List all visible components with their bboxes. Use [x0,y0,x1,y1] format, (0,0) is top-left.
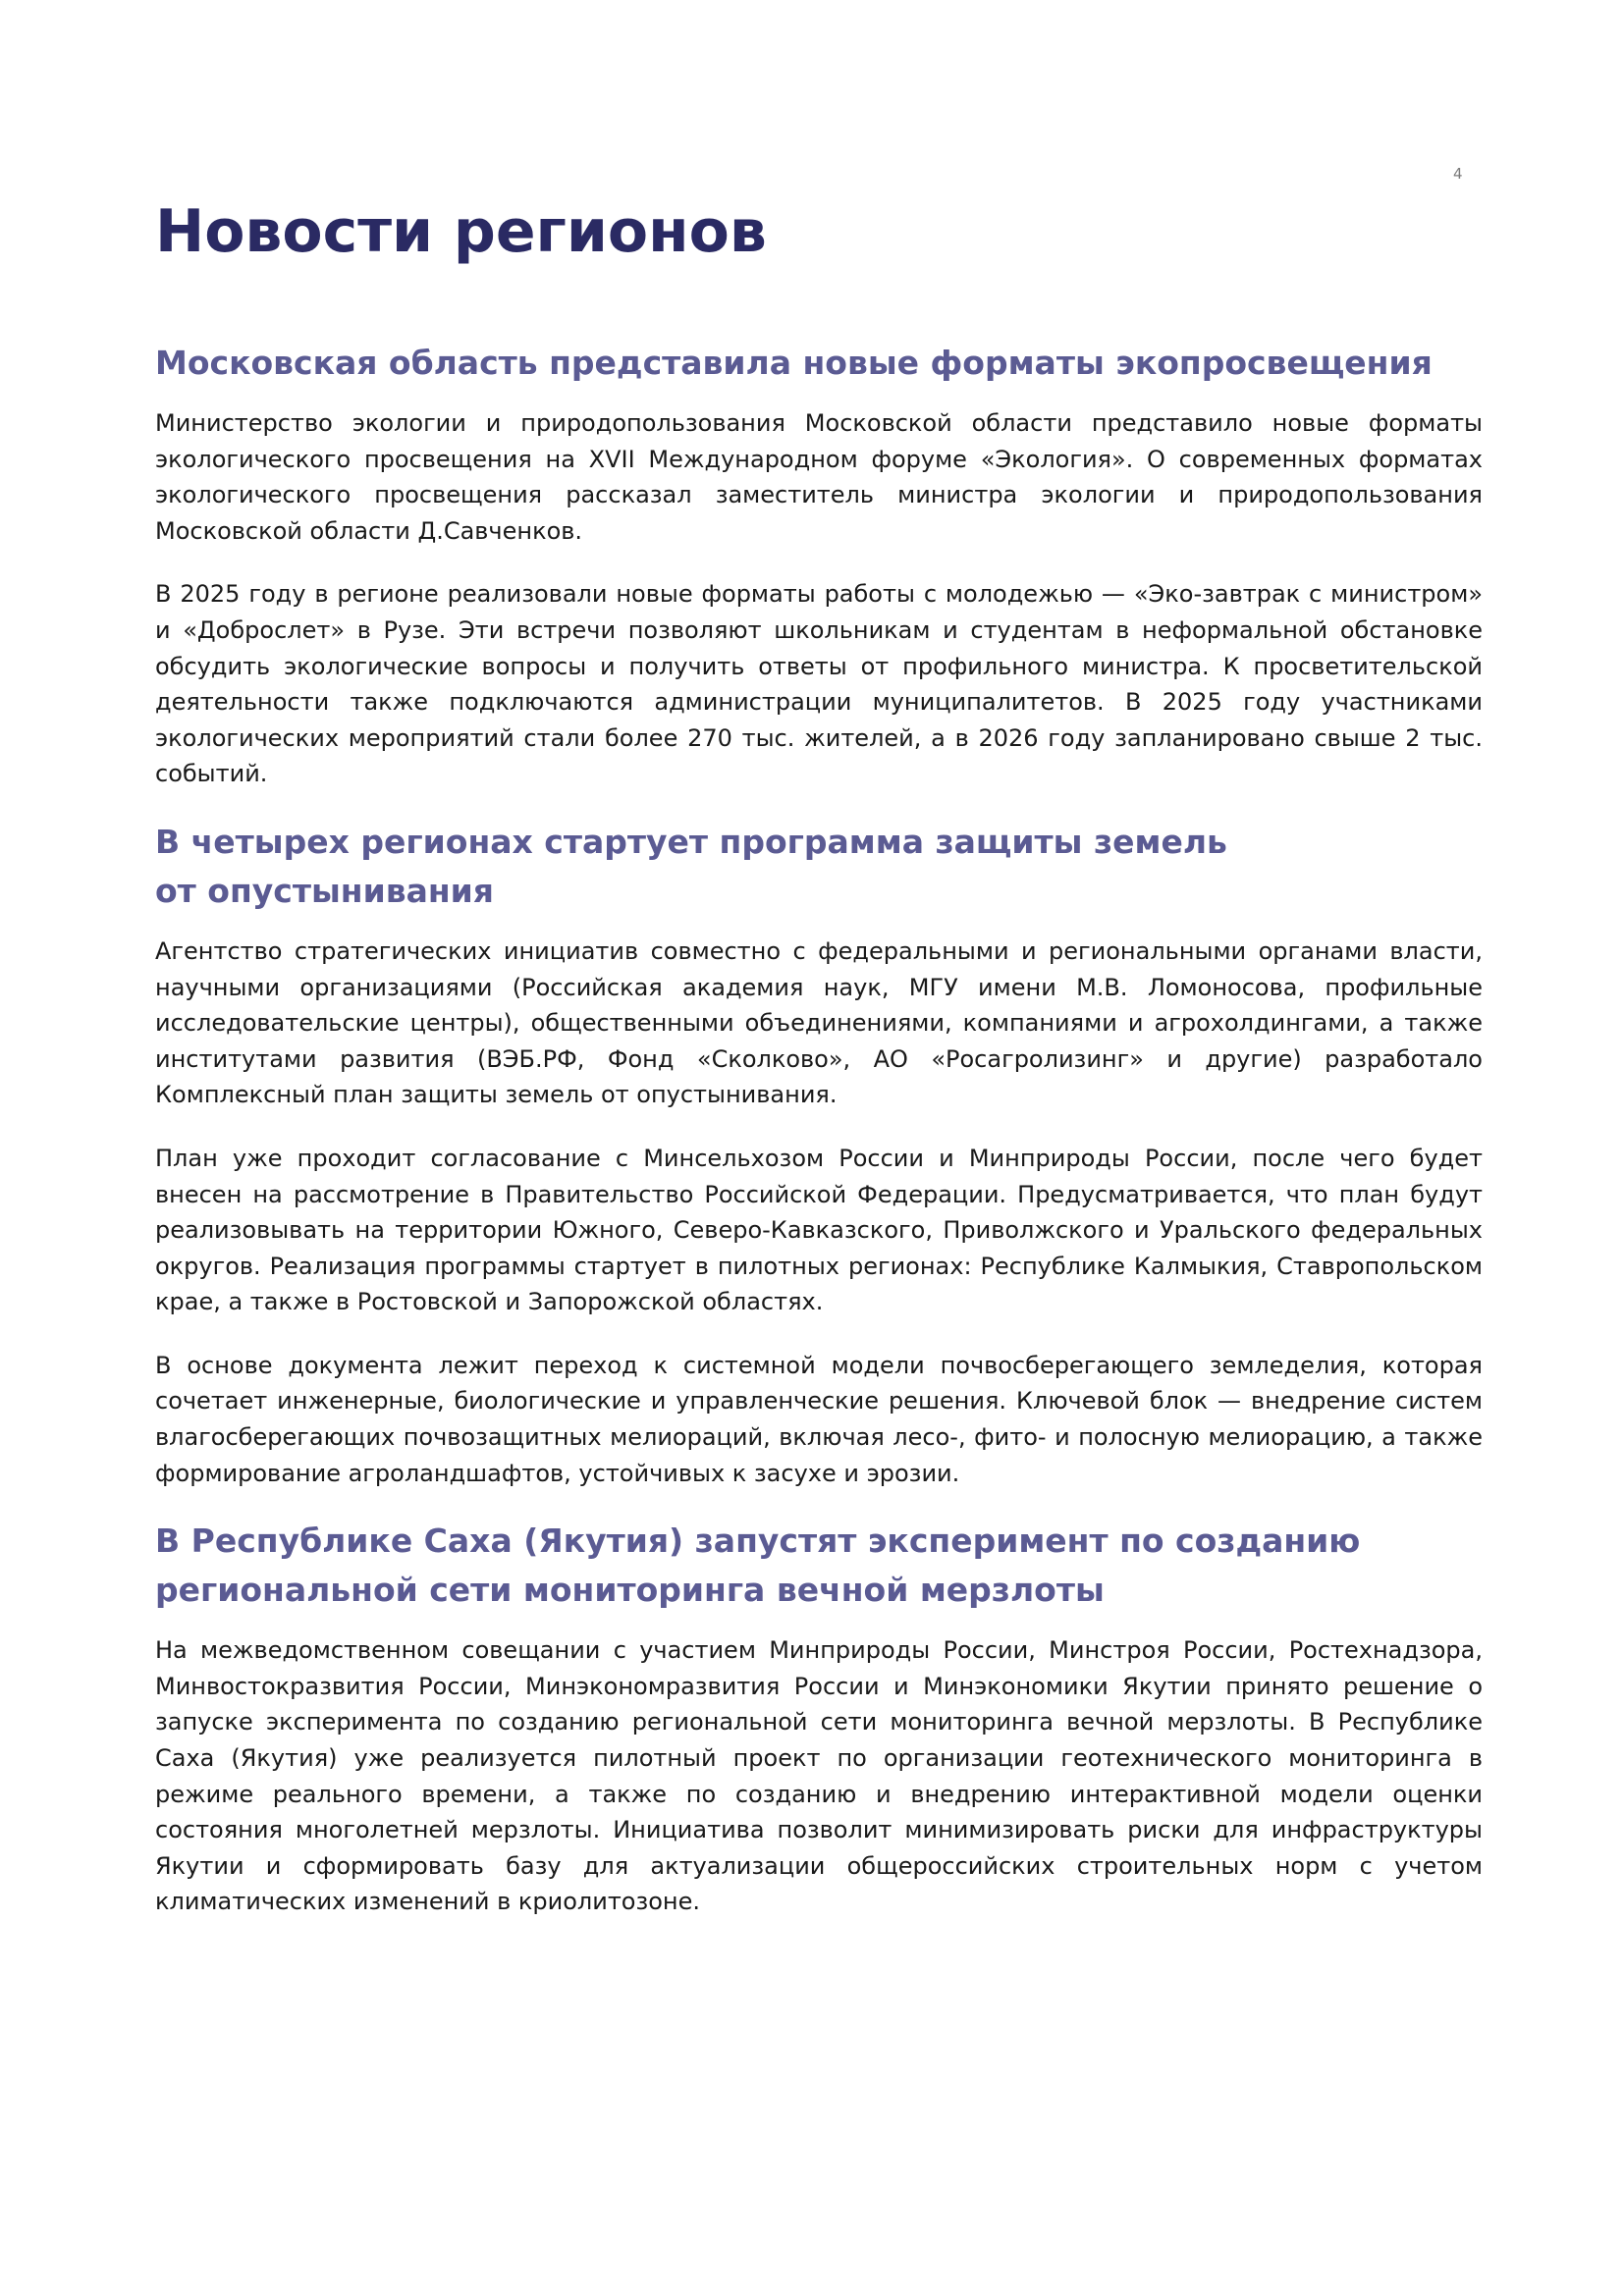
news-section-desertification [155,818,1483,1491]
page-number: 4 [1453,165,1463,183]
section-heading: В четырех регионах стартует программа защиты земель от опустынивания [155,822,1227,910]
page-title: Новости регионов [155,197,767,266]
paragraph: Агентство стратегических инициатив совместно с федеральными и региональными органами власти, научными организациями (Российская академия наук, МГУ имени М.В. Ломоносова, профильные исследовательские центры), общественными объединениями, компаниями и агрохолдингами, а также институтами развития (ВЭБ.РФ, Фонд «Сколково», АО «Росагролизинг» и другие) разработало Комплексный план защиты земель от опустынивания. [155,936,1483,1109]
paragraph: На межведомственном совещании с участием Минприроды России, Минстроя России, Ростехнадзора, Минвостокразвития России, Минэкономразвития России и Минэкономики Якутии принято решение о запуске эксперимента по созданию региональной сети мониторинга вечной мерзлоты. В Республике Саха (Якутия) уже реализуется пилотный проект по организации геотехнического мониторинга в режиме реального времени, а также по созданию и внедрению интерактивной модели оценки состояния многолетней мерзлоты. Инициатива позволит минимизировать риски для инфраструктуры Якутии и сформировать базу для актуализации общероссийских строительных норм с учетом климатических изменений в криолитозоне. [155,1636,1483,1916]
news-section-moscow [155,339,1483,792]
news-section-permafrost [155,1517,1483,1920]
section-heading: Московская область представила новые форматы экопросвещения [155,344,1433,382]
page-content [155,339,1483,1920]
paragraph: Министерство экологии и природопользования Московской области представило новые форматы экологического просвещения на XVII Международном форуме «Экология». О современных форматах экологического просвещения рассказал заместитель министра экологии и природопользования Московской области Д.Савченков. [155,409,1483,545]
paragraph: В 2025 году в регионе реализовали новые форматы работы с молодежью — «Эко-завтрак с министром» и «Доброслет» в Рузе. Эти встречи позволяют школьникам и студентам в неформальной обстановке обсудить экологические вопросы и получить ответы от профильного министра. К просветительской деятельности также подключаются администрации муниципалитетов. В 2025 году участниками экологических мероприятий стали более 270 тыс. жителей, а в 2026 году запланировано свыше 2 тыс. событий. [155,580,1483,788]
paragraph: План уже проходит согласование с Минсельхозом России и Минприроды России, после чего будет внесен на рассмотрение в Правительство Российской Федерации. Предусматривается, что план будут реализовывать на территории Южного, Северо-Кавказского, Приволжского и Уральского федеральных округов. Реализация программы стартует в пилотных регионах: Республике Калмыкия, Ставропольском крае, а также в Ростовской и Запорожской областях. [155,1144,1483,1316]
paragraph: В основе документа лежит переход к системной модели почвосберегающего земледелия, которая сочетает инженерные, биологические и управленческие решения. Ключевой блок — внедрение систем влагосберегающих почвозащитных мелиораций, включая лесо-, фито- и полосную мелиорацию, а также формирование агроландшафтов, устойчивых к засухе и эрозии. [155,1351,1483,1487]
section-heading: В Республике Саха (Якутия) запустят эксперимент по созданию региональной сети мониторинга вечной мерзлоты [155,1522,1361,1610]
